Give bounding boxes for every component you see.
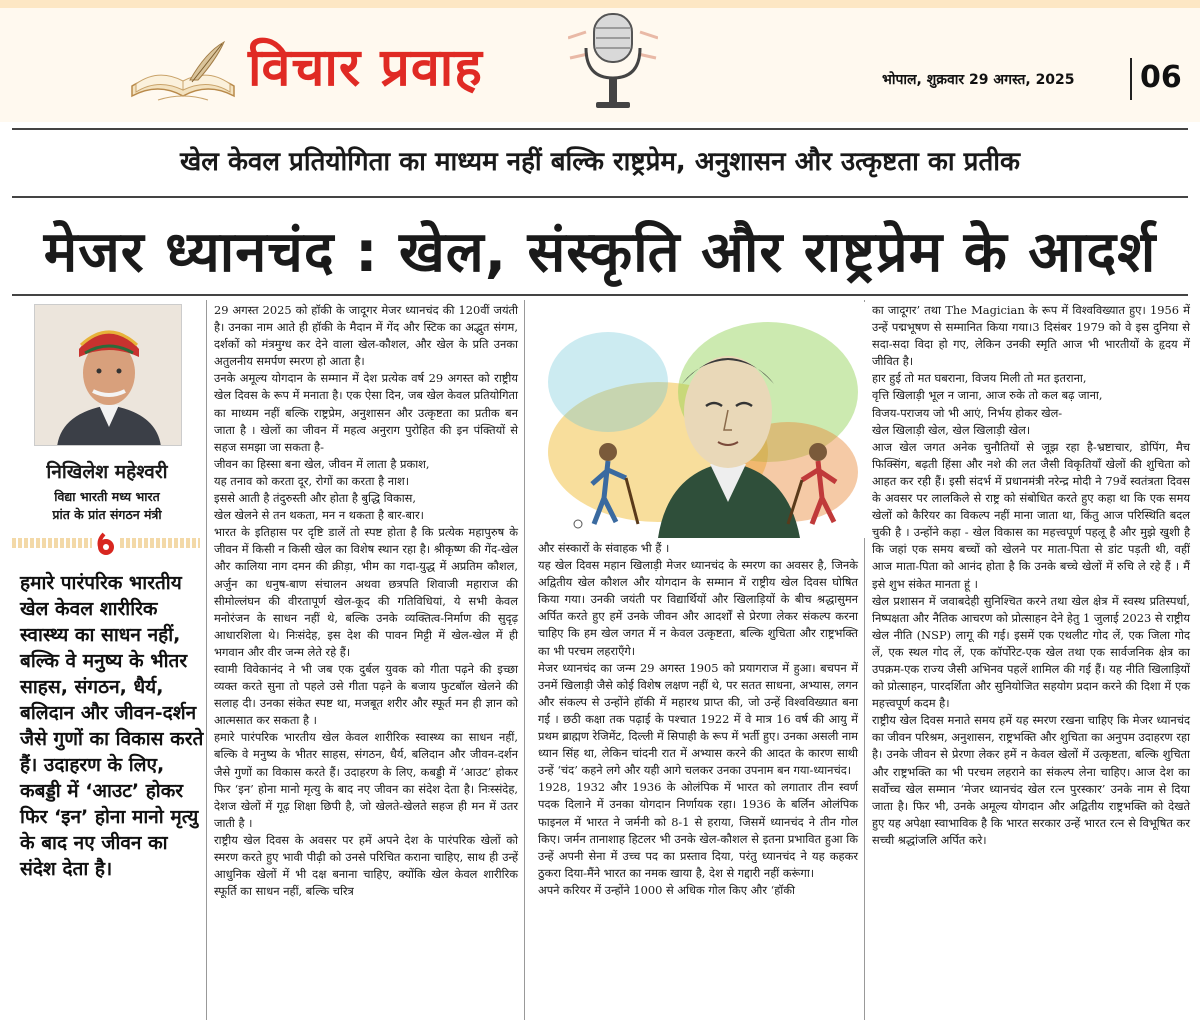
col1-paragraph-5: हमारे पारंपरिक भारतीय खेल केवल शारीरिक स्वास्थ्य का साधन नहीं, बल्कि वे मनुष्य के भीतर साहस, संगठन, धैर्य, बलिदान और जीवन-दर्शन जैसे गुणों का विकास करते हैं। उदाहरण के लिए, कबड्डी में ‘आउट’ होकर फिर ‘इन’ होना मानो मृत्यु के बाद नए जीवन का संदेश देता है। निःस्संदेह, देशज खेलों में गूढ़ शिक्षा छिपी है, जो खेलते-खेलते सहज ही मन में उतर जाती है । (214, 730, 518, 830)
col1-verse: जीवन का हिस्सा बना खेल, जीवन में लाता है प्रकाश, यह तनाव को करता दूर, रोगों का करता है नाश। इससे आती है तंदुरुस्ती और होता है बुद्धि विकास, खेल खेलने से तन थकता, मन न थकता है बार-बार। (214, 456, 430, 523)
open-book-quill-icon (128, 40, 238, 106)
dateline: भोपाल, शुक्रवार 29 अगस्त, 2025 (882, 72, 1075, 88)
author-photo (34, 304, 182, 446)
col2-paragraph-3: मेजर ध्यानचंद का जन्म 29 अगस्त 1905 को प्रयागराज में हुआ। बचपन में उनमें खिलाड़ी जैसे कोई विशेष लक्षण नहीं थे, पर सतत साधना, अभ्यास, लगन और संकल्प से उन्होंने हॉकी में महारथ प्राप्त की, जो उन्हें विश्वविख्यात बना गई । छठी कक्षा तक पढ़ाई के पश्चात 1922 में वे मात्र 16 वर्ष की आयु में प्रथम ब्राह्मण रेजिमेंट, दिल्ली में सिपाही के रूप में भर्ती हुए। उनका असली नाम ध्यान सिंह था, लेकिन चांदनी रात में अभ्यास करने की आदत के कारण साथी उन्हें ‘चंद’ कहने लगे और यही आगे चलकर उनका उपनाम बन गया-ध्यानचंद। (538, 660, 858, 778)
author-role (14, 488, 200, 524)
col3-paragraph-2: आज खेल जगत अनेक चुनौतियों से जूझ रहा है-भ्रष्टाचार, डोपिंग, मैच फिक्सिंग, बढ़ती हिंसा और नशे की लत जैसी विकृतियाँ खेलों की शुचिता को आहत कर रही हैं। इसी संदर्भ में प्रधानमंत्री नरेन्द्र मोदी ने 79वें स्वतंत्रता दिवस के अवसर पर लालकिले से राष्ट्र को संबोधित करते हुए कहा था कि एक समय खेलों को कैरियर का विकल्प नहीं माना जाता था, किंतु आज परिस्थिति बदल चुकी है । उन्होंने कहा - खेल विकास का महत्त्वपूर्ण पहलू है और मुझे खुशी है कि जहां एक समय बच्चों को खेलने पर माता-पिता से डांट पड़ती थी, वहीं आज माता-पिता को आनंद होता है कि उनके बच्चे खेलों में रुचि ले रहे हैं । मैं इसे शुभ संकेत मानता हूं । (872, 439, 1190, 591)
rule-top (12, 128, 1188, 130)
col3-paragraph-3: खेल प्रशासन में जवाबदेही सुनिश्चित करने तथा खेल क्षेत्र में स्वस्थ प्रतिस्पर्धा, निष्पक्षता और नैतिक आचरण को प्रोत्साहन देने हेतु 1 जुलाई 2023 से राष्ट्रीय खेल नीति (NSP) लागू की गई। इसमें एक एथलीट गोद लें, एक जिला गोद लें, एक स्थल गोद लें, एक कॉर्पोरेट-एक खेल तथा एक सार्वजनिक क्षेत्र का उपक्रम-एक राज्य जैसी अभिनव पहलें शामिल की गई हैं। यह नीति खिलाड़ियों को प्रोत्साहन, पारदर्शिता और सुनियोजित सहयोग प्रदान करने की दिशा में एक महत्त्वपूर्ण कदम है। (872, 593, 1190, 711)
dhyanchand-illustration (538, 302, 866, 538)
author-name: निखिलेश महेश्वरी (46, 461, 168, 483)
col2-paragraph-2: यह खेल दिवस महान खिलाड़ी मेजर ध्यानचंद के स्मरण का अवसर है, जिनके अद्वितीय खेल कौशल और योगदान के सम्मान में राष्ट्रीय खेल दिवस घोषित किया गया। उनकी जयंती पर विद्यार्थियों और खिलाड़ियों के बीच श्रद्धासुमन अर्पित करते हुए हमें उनके जीवन और आदर्शों से प्रेरणा लेकर संकल्प करना चाहिए कि हम खेल जगत में न केवल उत्कृष्टता, बल्कि शुचिता और राष्ट्रभक्ति का भी परचम लहराएँगे। (538, 558, 858, 658)
col3-paragraph-1: का जादूगर’ तथा The Magician के रूप में विश्वविख्यात हुए। 1956 में उन्हें पद्मभूषण से सम्मानित किया गया।3 दिसंबर 1979 को वे इस दुनिया से सदा-सदा विदा हो गए, लेकिन उनकी स्मृति आज भी भारतीयों के हृदय में जीवित है। (872, 303, 1190, 369)
article-headline: मेजर ध्यानचंद : खेल, संस्कृति और राष्ट्रप्रेम के आदर्श (43, 220, 1157, 285)
article-column-2 (538, 540, 858, 899)
rule-bottom (12, 294, 1188, 296)
column-divider-2 (524, 300, 525, 1020)
pull-quote: हमारे पारंपरिक भारतीय खेल केवल शारीरिक स्वास्थ्य का साधन नहीं, बल्कि वे मनुष्य के भीतर साहस, संगठन, धैर्य, बलिदान और जीवन-दर्शन जैसे गुणों का विकास करते हैं। उदाहरण के लिए, कबड्डी में ‘आउट’ होकर फिर ‘इन’ होना मानो मृत्यु के बाद नए जीवन का संदेश देता है। (20, 572, 204, 880)
col3-verse: हार हुई तो मत घबराना, विजय मिली तो मत इतराना, वृत्ति खिलाड़ी भूल न जाना, आज रुके तो कल बढ़ जाना, विजय-पराजय जो भी आएं, निर्भय होकर खेल- खेल खिलाड़ी खेल, खेल खिलाड़ी खेल। (872, 371, 1103, 437)
col1-paragraph-2: उनके अमूल्य योगदान के सम्मान में देश प्रत्येक वर्ष 29 अगस्त को राष्ट्रीय खेल दिवस के रूप में मनाता है। एक ऐसा दिन, जब खेल केवल प्रतियोगिता का माध्यम नहीं बल्कि राष्ट्रप्रेम, अनुशासन और उत्कृष्टता का प्रतीक बन जाता है । खेलों का जीवन में महत्व अनुराग पुरोहित की इन पंक्तियों से सहज समझा जा सकता है- (214, 371, 518, 454)
rule-middle (12, 196, 1188, 198)
col1-paragraph-6: राष्ट्रीय खेल दिवस के अवसर पर हमें अपने देश के पारंपरिक खेलों को स्मरण करते हुए भावी पीढ़ी को उनसे परिचित कराना चाहिए, साथ ही उन्हें आधुनिक खेलों में भी दक्ष बनाना चाहिए, क्योंकि खेल केवल शारीरिक स्फूर्ति का साधन नहीं, बल्कि चरित्र (214, 832, 518, 899)
quote-mark-icon (92, 530, 120, 558)
col2-paragraph-5: अपने करियर में उन्होंने 1000 से अधिक गोल किए और ‘हॉकी (538, 882, 795, 897)
author-role-line2: प्रांत के प्रांत संगठन मंत्री (52, 507, 162, 522)
author-role-line1: विद्या भारती मध्य भारत (54, 489, 160, 504)
col1-paragraph-4: स्वामी विवेकानंद ने भी जब एक दुर्बल युवक को गीता पढ़ने की इच्छा व्यक्त करते सुना तो पहले उसे गीता पढ़ने के बजाय फुटबॉल खेलने की सलाह दी। उनका संकेत स्पष्ट था, मजबूत शरीर और स्फूर्त मन ही ज्ञान को आत्मसात कर सकता है । (214, 661, 518, 728)
masthead-top-strip (0, 0, 1200, 8)
article-column-3 (872, 302, 1190, 849)
microphone-icon (568, 8, 658, 116)
col2-paragraph-1: और संस्कारों के संवाहक भी हैं । (538, 541, 670, 555)
col1-paragraph-1: 29 अगस्त 2025 को हॉकी के जादूगर मेजर ध्यानचंद की 120वीं जयंती है। उनका नाम आते ही हॉकी के मैदान में गेंद और स्टिक का अद्भुत संगम, दर्शकों को मंत्रमुग्ध कर देने वाला खेल-कौशल, और खेल के प्रति उनका अतुलनीय समर्पण स्मरण हो आता है। (214, 303, 518, 369)
article-column-1 (214, 302, 518, 900)
column-divider-1 (206, 300, 207, 1020)
masthead-separator (1130, 58, 1132, 100)
masthead (0, 0, 1200, 122)
col1-paragraph-3: भारत के इतिहास पर दृष्टि डालें तो स्पष्ट होता है कि प्रत्येक महापुरुष के जीवन में किसी न किसी खेल का विशेष स्थान रहा है। श्रीकृष्ण की गेंद-खेल और कालिया नाग दमन की क्रीड़ा, भीम का गदा-युद्ध में अप्रतिम कौशल, अर्जुन का धनुष-बाण संचालन अथवा छत्रपति शिवाजी महाराज की सीमोल्लंघन की वीरतापूर्ण खेल-कूद की गतिविधियां, ये सभी केवल मनोरंजन के साधन नहीं थे, बल्कि उनके व्यक्तित्व-निर्माण की सुदृढ़ आधारशिला थे। निःसंदेह, इस देश की पावन मिट्टी में खेल-खेल में ही भगवान और वीर जन्म लेते रहे हैं। (214, 525, 518, 659)
article-kicker: खेल केवल प्रतियोगिता का माध्यम नहीं बल्कि राष्ट्रप्रेम, अनुशासन और उत्कृष्टता का प्रतीक (180, 147, 1020, 177)
page-number: 06 (1140, 60, 1182, 95)
brand-title: विचार प्रवाह (248, 38, 483, 98)
col3-paragraph-4: राष्ट्रीय खेल दिवस मनाते समय हमें यह स्मरण रखना चाहिए कि मेजर ध्यानचंद का जीवन परिश्रम, अनुशासन, राष्ट्रभक्ति और शुचिता का अनुपम उदाहरण रहा है। उनके जीवन से प्रेरणा लेकर हमें न केवल खेलों में उत्कृष्टता, बल्कि शुचिता और राष्ट्रभक्ति का भी परचम लहराने का संकल्प लेना चाहिए। आज देश का सर्वोच्च खेल सम्मान ‘मेजर ध्यानचंद खेल रत्न पुरस्कार’ उनके नाम से दिया जाता है। फिर भी, उनके अमूल्य योगदान और अद्वितीय राष्ट्रभक्ति को देखते हुए यह अपेक्षा स्वाभाविक है कि भारत सरकार उन्हें भारत रत्न से विभूषित कर सच्ची श्रद्धांजलि अर्पित करे। (872, 713, 1190, 847)
col2-paragraph-4: 1928, 1932 और 1936 के ओलंपिक में भारत को लगातार तीन स्वर्ण पदक दिलाने में उनका योगदान निर्णायक रहा। 1936 के बर्लिन ओलंपिक फाइनल में भारत ने जर्मनी को 8-1 से हराया, जिसमें ध्यानचंद ने तीन गोल किए। जर्मन तानाशाह हिटलर भी उनके खेल-कौशल से इतना प्रभावित हुआ कि उन्हें अपनी सेना में उच्च पद का प्रस्ताव दिया, परंतु ध्यानचंद ने यह कहकर ठुकरा दिया-मैंने भारत का नमक खाया है, देश से गद्दारी नहीं करूंगा। (538, 780, 858, 880)
